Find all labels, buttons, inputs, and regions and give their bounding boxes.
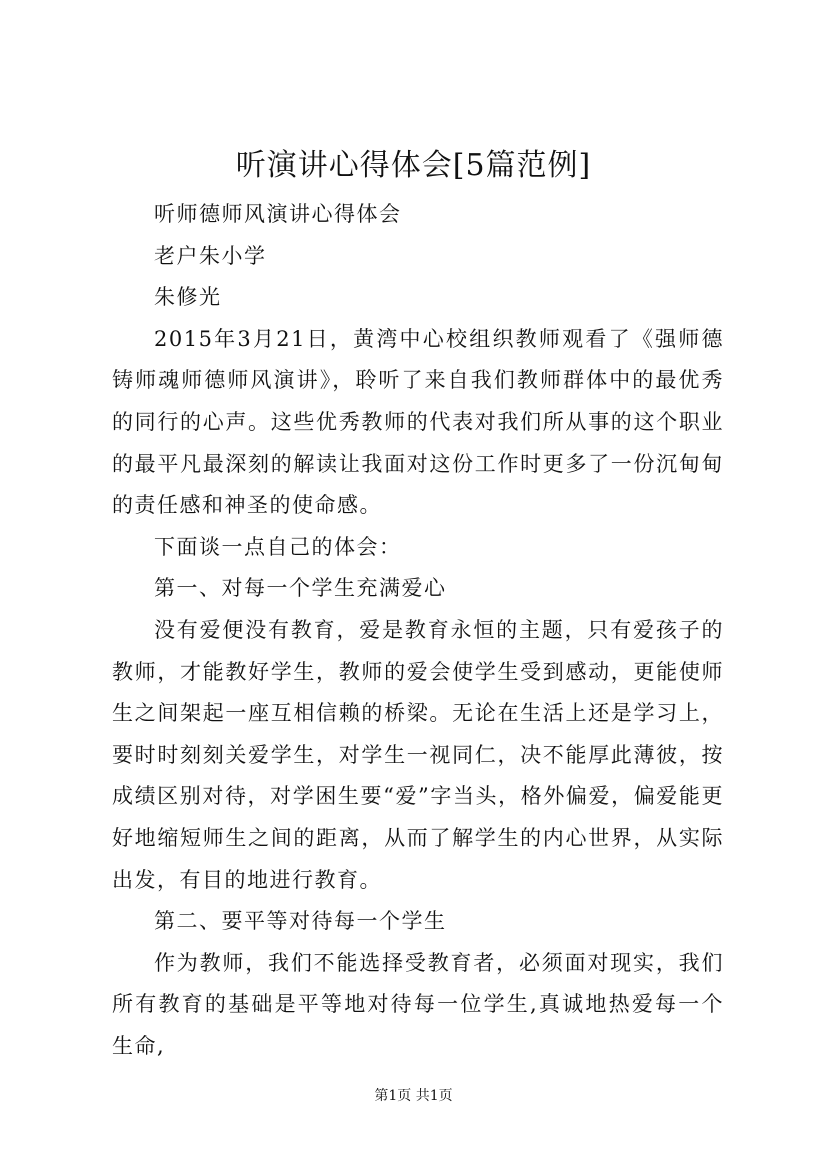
heading-point-one: 第一、对每一个学生充满爱心	[154, 576, 447, 601]
paragraph-author: 朱修光	[154, 285, 222, 310]
heading-point-two: 第二、要平等对待每一个学生	[154, 909, 447, 934]
paragraph-school: 老户朱小学	[154, 243, 267, 268]
paragraph-subtitle: 听师德师风演讲心得体会	[154, 202, 402, 226]
paragraph-point-two: 作为教师，我们不能选择受教育者，必须面对现实，我们所有教育的基础是平等地对待每一位学生,真诚地热爱每一个生命,	[112, 950, 724, 1058]
page-footer: 第1页 共1页	[374, 1088, 453, 1104]
document-title: 听演讲心得体会[5篇范例]	[235, 148, 592, 183]
paragraph-point-one: 没有爱便没有教育，爱是教育永恒的主题，只有爱孩子的教师，才能教好学生，教师的爱会使学生受到感动，更能使师生之间架起一座互相信赖的桥梁。无论在生活上还是学习上，要时时刻刻关爱学生，对学生一视同仁，决不能厚此薄彼，按成绩区别对待，对学困生要“爱”字当头，格外偏爱，偏爱能更好地缩短师生之间的距离，从而了解学生的内心世界，从实际出发，有目的地进行教育。	[112, 617, 724, 892]
document-body	[112, 194, 724, 1067]
paragraph-intro: 2015年3月21日，黄湾中心校组织教师观看了《强师德铸师魂师德师风演讲》，聆听了来自我们教师群体中的最优秀的同行的心声。这些优秀教师的代表对我们所从事的这个职业的最平凡最深刻的解读让我面对这份工作时更多了一份沉甸甸的责任感和神圣的使命感。	[112, 326, 724, 518]
paragraph-lead-in: 下面谈一点自己的体会：	[154, 534, 402, 559]
